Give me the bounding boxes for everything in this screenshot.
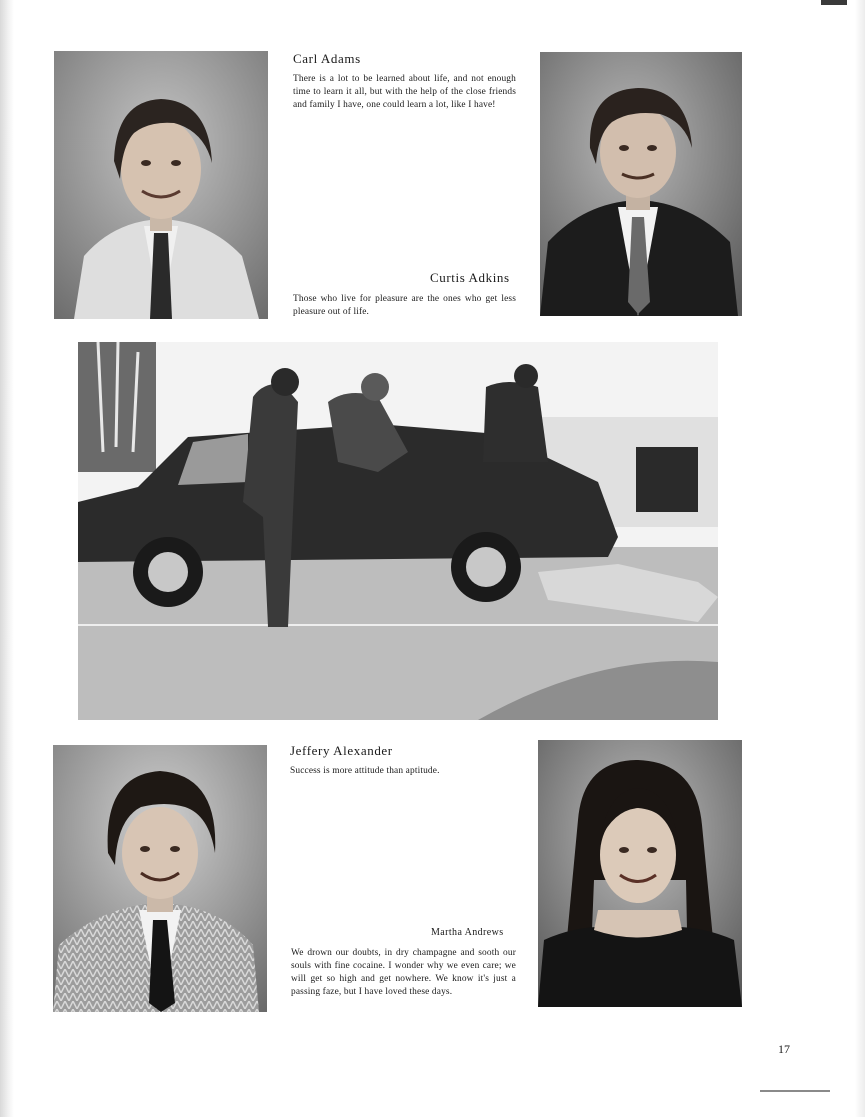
portrait-jeffery-alexander (53, 745, 267, 1012)
candid-group-photo (78, 342, 718, 720)
student-name-curtis-adkins: Curtis Adkins (430, 270, 510, 285)
page-edge-shadow (855, 0, 865, 1117)
student-quote-curtis-adkins: Those who live for pleasure are the ones who get less pleasure out of life. (293, 294, 516, 317)
student-name-martha-andrews: Martha Andrews (431, 927, 504, 938)
portrait-carl-adams (54, 51, 268, 319)
page-number: 17 (778, 1042, 790, 1056)
student-name-jeffery-alexander: Jeffery Alexander (290, 743, 393, 758)
corner-mark (821, 0, 847, 5)
portrait-martha-andrews (538, 740, 742, 1007)
student-name-carl-adams: Carl Adams (293, 51, 361, 66)
bottom-rule-mark (760, 1090, 830, 1092)
page-binding-shadow (0, 0, 14, 1117)
student-quote-jeffery-alexander: Success is more attitude than aptitude. (290, 766, 440, 776)
student-quote-martha-andrews: We drown our doubts, in dry champagne and sooth our souls with fine cocaine. I wonder why we even care; we will get so high and get nowhere. We know it's just a passing faze, but I have loved these days. (291, 948, 516, 997)
student-quote-carl-adams: There is a lot to be learned about life, and not enough time to learn it all, but with the help of the close friends and family I have, one could learn a lot, like I have! (293, 74, 516, 110)
portrait-curtis-adkins (540, 52, 742, 316)
